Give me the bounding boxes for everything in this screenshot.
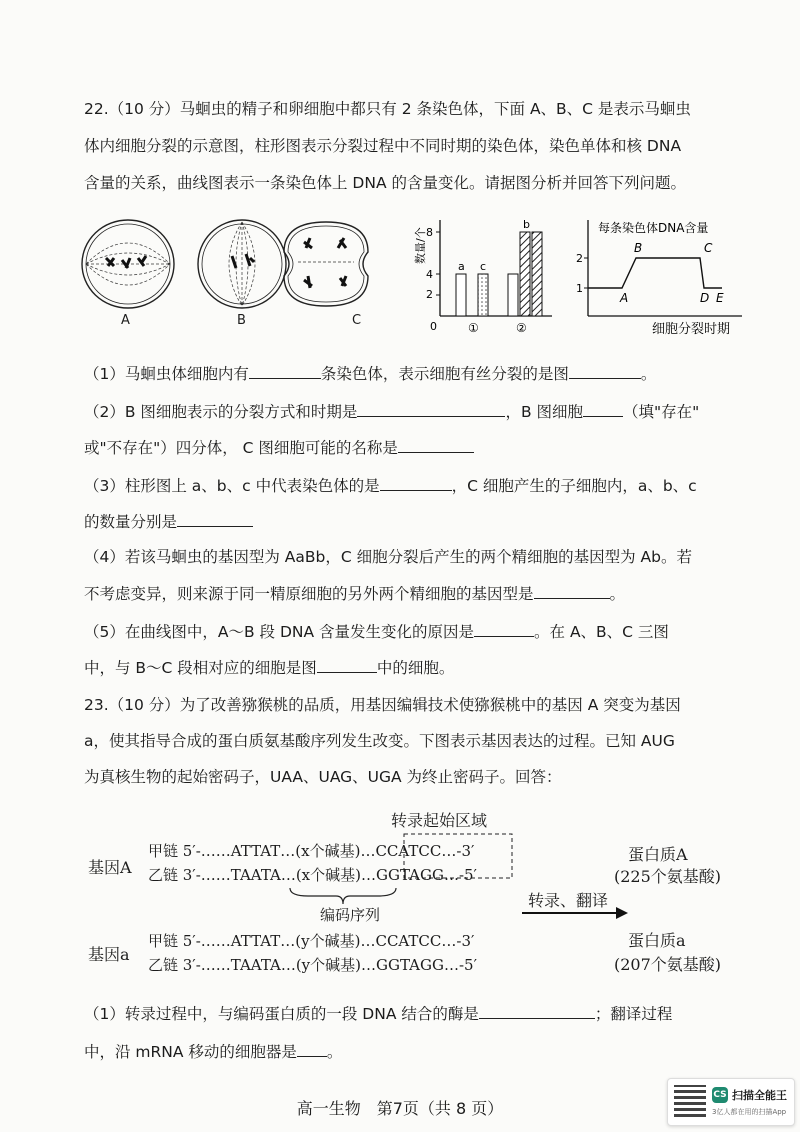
bar-ytick-8: 8: [426, 226, 433, 239]
scanner-watermark: [667, 1078, 795, 1126]
q23-intro-line3: 为真核生物的起始密码子，UAA、UAG、UGA 为终止密码子。回答：: [84, 768, 562, 786]
gene-a-chain2: 乙链 3′-……TAATA…(x个碱基)…GGTAGG…-5′: [148, 866, 477, 884]
bar-group1-c: [478, 274, 488, 316]
gene-a-chain1: 甲链 5′-……ATTAT…(x个碱基)…CCATCC…-3′: [148, 842, 475, 860]
q23-s1-b: ；翻译过程: [594, 1005, 673, 1023]
badge-subtitle: 3亿人都在用的扫描App: [712, 1108, 787, 1116]
process-arrow-label: 转录、翻译: [528, 891, 609, 910]
answer-blank[interactable]: [380, 474, 452, 491]
q22-s3: [84, 474, 697, 497]
q22-s4-c: 。: [609, 585, 626, 603]
q22-s1: [84, 362, 656, 385]
bar-ytick-4: 4: [426, 268, 433, 281]
q22-s2-c: （填"存在": [623, 403, 700, 421]
q22-intro-line2: 体内细胞分裂的示意图，柱形图表示分裂过程中不同时期的染色体，染色单体和核 DNA: [84, 137, 682, 155]
cell-label-c: C: [352, 313, 362, 328]
gene-a-lower-chain2: 乙链 3′-……TAATA…(y个碱基)…GGTAGG…-5′: [148, 956, 477, 974]
answer-blank[interactable]: [398, 436, 474, 453]
qr-code-icon: [674, 1085, 706, 1117]
cs-logo-icon: CS: [712, 1087, 728, 1103]
bar-chart: [412, 212, 562, 337]
q22-s3-a: （3）柱形图上 a、b、c 中代表染色体的是: [84, 477, 380, 495]
q22-intro-line1: 22.（10 分）马蛔虫的精子和卵细胞中都只有 2 条染色体，下面 A、B、C 是表示马蛔虫: [84, 100, 691, 118]
q22-intro-line3: 含量的关系，曲线图表示一条染色体上 DNA 的含量变化。请据图分析并回答下列问题。: [84, 174, 686, 192]
transcription-start-title: 转录起始区域: [391, 811, 488, 830]
bar-group2-a: [508, 274, 518, 316]
bar-letter-c: c: [480, 260, 487, 273]
q22-s3-b: ，C 细胞产生的子细胞内，a、b、c: [451, 477, 697, 495]
cell-label-a: A: [121, 313, 130, 328]
line-ytick-2: 2: [576, 252, 583, 265]
bar-origin: 0: [430, 320, 437, 333]
page-footer: 高一生物 第7页（共 8 页）: [296, 1099, 504, 1118]
q22-s1-b: 条染色体，表示细胞有丝分裂的是图: [320, 365, 569, 383]
protein-a-lower-aa: (207个氨基酸): [614, 955, 722, 974]
answer-blank[interactable]: [534, 582, 610, 599]
q22-s5-d: 中的细胞。: [376, 659, 455, 677]
q22-s4-cont: [84, 582, 625, 605]
bar-letter-a: a: [458, 260, 465, 273]
point-a: A: [620, 291, 629, 305]
answer-blank[interactable]: [569, 362, 641, 379]
q23-intro-line2: a，使其指导合成的蛋白质氨基酸序列发生改变。下图表示基因表达的过程。已知 AUG: [84, 732, 675, 750]
cell-c: [284, 222, 368, 306]
answer-blank[interactable]: [479, 1002, 595, 1019]
q23-s1: [84, 1002, 672, 1025]
q22-s2: [84, 400, 699, 423]
bar-group2-b: [520, 232, 530, 316]
line-title: 每条染色体DNA含量: [598, 221, 709, 235]
bar-group1-a: [456, 274, 466, 316]
gene-a-lower-label: 基因a: [88, 945, 130, 964]
bar-ytick-2: 2: [426, 288, 433, 301]
q22-s2-cont: [84, 436, 474, 459]
q22-s5-cont: [84, 656, 454, 679]
cell-a: [82, 220, 174, 308]
q22-s4: （4）若该马蛔虫的基因型为 AaBb，C 细胞分裂后产生的两个精细胞的基因型为 Ab。若: [84, 548, 692, 566]
cell-b: [198, 220, 286, 308]
q23-s1-d: 。: [326, 1043, 343, 1061]
bar-group-1: ①: [468, 321, 479, 335]
gene-a-upper-label: 基因A: [88, 858, 132, 877]
q22-s5: [84, 620, 669, 643]
gene-a-lower-chain1: 甲链 5′-……ATTAT…(y个碱基)…CCATCC…-3′: [148, 932, 475, 950]
badge-title: 扫描全能王: [732, 1089, 787, 1102]
q22-s1-a: （1）马蛔虫体细胞内有: [84, 365, 249, 383]
bar-ylabel: 数量/个: [414, 227, 427, 264]
answer-blank[interactable]: [317, 656, 377, 673]
line-xlabel: 细胞分裂时期: [652, 322, 731, 337]
q22-s4-b: 不考虑变异，则来源于同一精原细胞的另外两个精细胞的基因型是: [84, 585, 534, 603]
point-c: C: [704, 241, 713, 255]
point-d: D: [700, 291, 710, 305]
answer-blank[interactable]: [357, 400, 505, 417]
protein-a-upper: 蛋白质A: [628, 845, 688, 864]
bar-letter-b: b: [523, 218, 530, 231]
q22-s1-c: 。: [640, 365, 657, 383]
point-e: E: [716, 291, 724, 305]
process-arrow: [520, 906, 630, 920]
point-b: B: [634, 241, 643, 255]
q23-s1-c: 中，沿 mRNA 移动的细胞器是: [84, 1043, 297, 1061]
bar-group2-c: [532, 232, 542, 316]
answer-blank[interactable]: [249, 362, 321, 379]
q22-s2-a: （2）B 图细胞表示的分裂方式和时期是: [84, 403, 358, 421]
protein-a-upper-aa: (225个氨基酸): [614, 867, 722, 886]
dna-content-line: [588, 258, 722, 288]
answer-blank[interactable]: [474, 620, 534, 637]
q22-s3-cont: [84, 510, 253, 533]
coding-sequence-label: 编码序列: [320, 906, 381, 924]
q22-s5-b: 。在 A、B、C 三图: [534, 623, 669, 641]
q23-s1-a: （1）转录过程中，与编码蛋白质的一段 DNA 结合的酶是: [84, 1005, 479, 1023]
bar-group-2: ②: [516, 321, 527, 335]
q22-s2-d: 或"不存在"）四分体， C 图细胞可能的名称是: [84, 439, 398, 457]
line-chart: [572, 212, 752, 337]
q22-s5-a: （5）在曲线图中，A～B 段 DNA 含量发生变化的原因是: [84, 623, 475, 641]
q23-intro-line1: 23.（10 分）为了改善猕猴桃的品质，用基因编辑技术使猕猴桃中的基因 A 突变为基因: [84, 696, 681, 714]
q22-s3-c: 的数量分别是: [84, 513, 178, 531]
q22-s5-c: 中，与 B～C 段相对应的细胞是图: [84, 659, 317, 677]
protein-a-lower: 蛋白质a: [628, 931, 686, 950]
answer-blank[interactable]: [297, 1040, 327, 1057]
cell-label-b: B: [237, 313, 246, 328]
coding-brace: [288, 886, 398, 906]
q23-s1-cont: [84, 1040, 342, 1063]
q22-s2-b: ，B 图细胞: [505, 403, 583, 421]
answer-blank[interactable]: [583, 400, 623, 417]
line-ytick-1: 1: [576, 282, 583, 295]
answer-blank[interactable]: [177, 510, 253, 527]
